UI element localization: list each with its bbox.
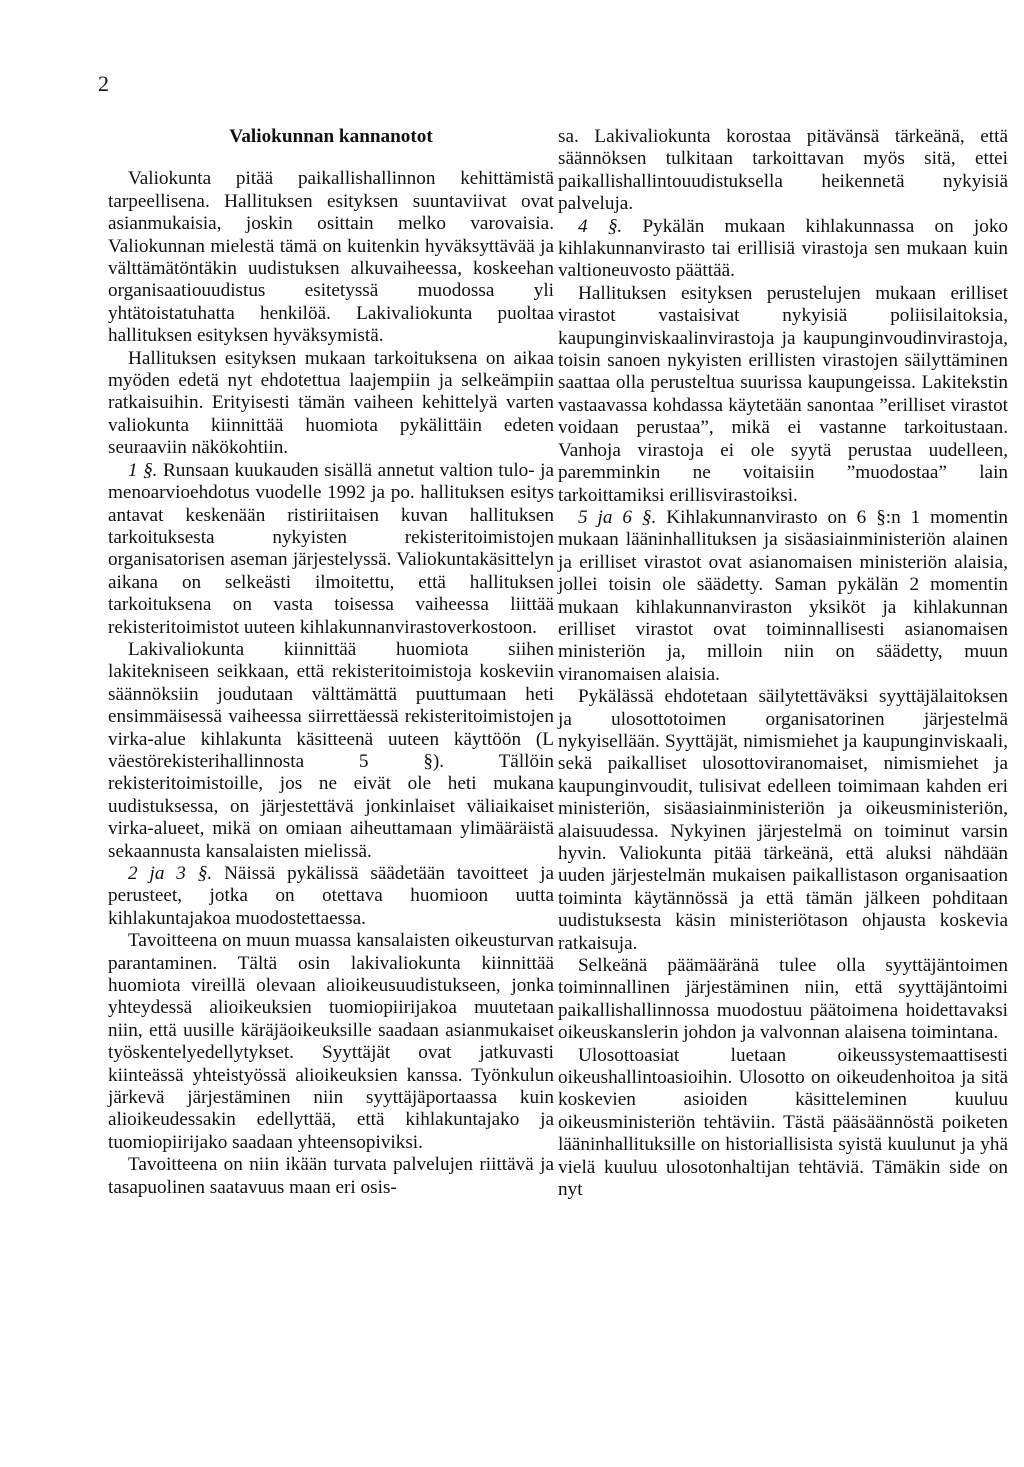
- section-label: 1 §.: [128, 459, 158, 481]
- right-column: [558, 126, 1008, 1202]
- left-column: [108, 126, 554, 1199]
- paragraph: Tavoitteena on muun muassa kansalaisten oikeusturvan parantaminen. Tältä osin lakivaliokunta kiinnittää huomiota vireillä olevaan alioikeusuudistukseen, jonka yhteydessä alioikeuksien tuomiopiirijakoa muutetaan niin, että uusille käräjäoikeuksille saadaan asianmukaiset työskentelyedellytykset. Syyttäjät ovat jatkuvasti kiinteässä yhteistyössä alioikeuksien kanssa. Työnkulun järkevä järjestäminen niin syyttäjäportaassa kuin alioikeudessakin edellyttää, että kihlakuntajako ja tuomiopiirijako saadaan yhteensopiviksi.: [108, 930, 554, 1153]
- paragraph: Valiokunta pitää paikallishallinnon kehittämistä tarpeellisena. Hallituksen esityksen suuntaviivat ovat asianmukaisia, joskin osittain melko varovaisia. Valiokunnan mielestä tämä on kuitenkin hyväksyttävää ja välttämätöntäkin uudistuksen alkuvaiheessa, koskeehan organisaatiouudistus esitetyssä muodossa yli yhtätoistatuhatta henkilöä. Lakivaliokunta puoltaa hallituksen esityksen hyväksymistä.: [108, 168, 554, 347]
- paragraph: Lakivaliokunta kiinnittää huomiota siihen lakitekniseen seikkaan, että rekisteritoimistoja koskeviin säännöksiin joudutaan välttämättä puuttumaan heti ensimmäisessä vaiheessa siirrettäessä rekisteritoimistojen virka-alue kihlakunta käsitteenä uuteen käyttöön (L väestörekisterihallinnosta 5 §). Tällöin rekisteritoimistoille, jos ne eivät ole heti mukana uudistuksessa, on järjestettävä jonkinlaiset väliaikaiset virka-alueet, mikä on omiaan aiheuttamaan ylimääräistä sekaannusta kansalaisten mielissä.: [108, 638, 554, 862]
- paragraph-text: Kihlakunnanvirasto on 6 §:n 1 momentin mukaan lääninhallituksen ja sisäasiainministeriön alainen ja erilliset virastot ovat asianomaisen ministeriön alaisia, jollei toisin ole säädetty. Saman pykälän 2 momentin mukaan kihlakunnanviraston yksiköt ja kihlakunnan erilliset virastot ovat toiminnallisesti asianomaisen ministeriön ja, milloin niin on säädetty, muun viranomaisen alaisia.: [558, 506, 1008, 685]
- paragraph: Tavoitteena on niin ikään turvata palvelujen riittävä ja tasapuolinen saatavuus maan eri osis-: [108, 1154, 554, 1198]
- paragraph: [558, 507, 1008, 686]
- paragraph-text: Näissä pykälissä säädetään tavoitteet ja perusteet, jotka on otettava huomioon uutta kihlakuntajakoa muodostettaessa.: [108, 863, 554, 929]
- section-label: 2 ja 3 §.: [128, 863, 213, 884]
- paragraph: Hallituksen esityksen mukaan tarkoituksena on aikaa myöden edetä nyt ehdotettua laajempiin ja selkeämpiin ratkaisuihin. Erityisesti tämän vaiheen kehittelyä varten valiokunta kiinnittää huomiota pykälittäin edeten seuraaviin näkökohtiin.: [108, 347, 554, 459]
- paragraph-text: Runsaan kuukauden sisällä annetut valtion tulo- ja menoarvioehdotus vuodelle 1992 ja po. hallituksen esitys antavat keskenään ristiriitaisen kuvan hallituksen tarkoituksesta nykyisten rekisteritoimistojen organisatorisen aseman järjestelyssä. Valiokuntakäsittelyn aikana on selkeästi ilmoitettu, että hallituksen tarkoituksena on vasta toisessa vaiheessa liittää rekisteritoimistot uuteen kihlakunnanvirastoverkostoon.: [108, 459, 555, 638]
- paragraph-text: Pykälän mukaan kihlakunnassa on joko kihlakunnanvirasto tai erillisiä virastoja sen mukaan kuin valtioneuvosto päättää.: [558, 215, 1009, 282]
- paragraph: [108, 460, 554, 639]
- section-label: 5 ja 6 §.: [578, 506, 657, 528]
- paragraph: [558, 216, 1008, 283]
- paragraph: sa. Lakivaliokunta korostaa pitävänsä tärkeänä, että säännöksen tulkitaan tarkoittavan myös sitä, ettei paikallishallintouudistuksella heikennetä nykyisiä palveluja.: [558, 126, 1008, 215]
- paragraph: Ulosottoasiat luetaan oikeussystemaattisesti oikeushallintoasioihin. Ulosotto on oikeudenhoitoa ja sitä koskevien asioiden käsitteleminen kuuluu oikeusministeriön tehtäviin. Tästä pääsäännöstä poiketen lääninhallituksille on historiallisista syistä kuulunut ja yhä vielä kuuluu ulosotonhaltijan tehtäviä. Tämäkin side on nyt: [558, 1044, 1008, 1201]
- paragraph: Pykälässä ehdotetaan säilytettäväksi syyttäjälaitoksen ja ulosottotoimen organisatorinen järjestelmä nykyisellään. Syyttäjät, nimismiehet ja kaupunginviskaali, sekä paikalliset ulosottoviranomaiset, nimismiehet ja kaupunginvoudit, tulisivat edelleen toimimaan kahden eri ministeriön, sisäasiainministeriön ja oikeusministeriön, alaisuudessa. Nykyinen järjestelmä on toiminut varsin hyvin. Valiokunta pitää tärkeänä, että aluksi nähdään uuden järjestelmän mukaisen paikallistason organisaation toiminta käytännössä ja että tämän jälkeen pohditaan uudistuksesta käsin ministeriötason ohjausta koskevia ratkaisuja.: [558, 686, 1008, 954]
- paragraph: Selkeänä päämääränä tulee olla syyttäjäntoimen toiminnallinen järjestäminen niin, että syyttäjäntoimi paikallishallinnossa muodostuu päätoimena hoidettavaksi oikeuskanslerin johdon ja valvonnan alaisena toimintana.: [558, 955, 1008, 1044]
- page-number: 2: [98, 71, 109, 96]
- paragraph: Hallituksen esityksen perustelujen mukaan erilliset virastot vastaisivat nykyisiä poliisilaitoksia, kaupunginviskaalinvirastoja ja kaupunginvoudinvirastoja, toisin sanoen nykyisten erillisten virastojen säilyttäminen saattaa olla perusteltua suurissa kaupungeissa. Lakitekstin vastaavassa kohdassa käytetään sanontaa ”erilliset virastot voidaan perustaa”, mikä ei vastanne tarkoitustaan. Vanhoja virastoja ei ole syytä perustaa uudelleen, paremminkin ne voitaisiin ”muodostaa” lain tarkoittamiksi erillisvirastoiksi.: [558, 282, 1008, 506]
- section-label: 4 §.: [578, 215, 623, 237]
- section-heading: Valiokunnan kannanotot: [229, 126, 433, 147]
- paragraph: [108, 863, 554, 930]
